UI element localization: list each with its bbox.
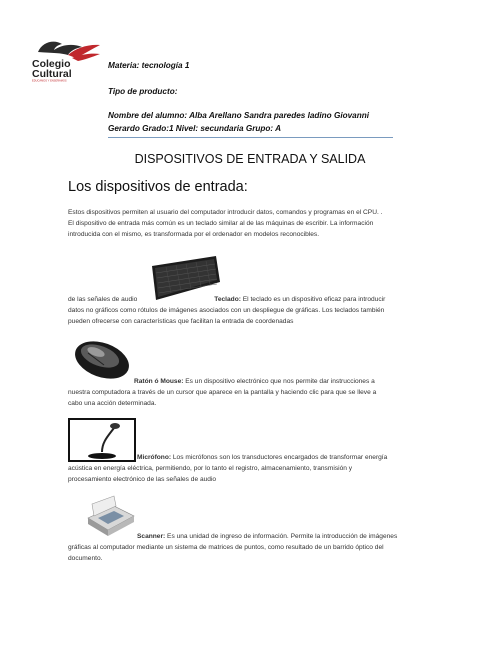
scanner-term: Scanner: bbox=[137, 533, 166, 540]
keyboard-term: Teclado: bbox=[214, 296, 241, 303]
keyboard-paragraph bbox=[68, 294, 448, 327]
keyboard-lead-text: de las señales de audio bbox=[68, 296, 138, 303]
keyboard-first-line: El teclado es un dispositivo eficaz para introducir bbox=[240, 296, 386, 303]
mouse-paragraph bbox=[68, 376, 448, 409]
scanner-first-line: Es una unidad de ingreso de información. Permite la introducción de imágenes bbox=[165, 533, 398, 540]
mic-line: acústica en energía eléctrica, permitiendo, por lo tanto el registro, almacenamiento, transmisión y bbox=[68, 465, 353, 472]
school-logo bbox=[28, 36, 106, 82]
mic-first-line: Los micrófonos son los transductores encargados de transformar energía bbox=[171, 454, 388, 461]
mouse-first-line: Es un dispositivo electrónico que nos permite dar instrucciones a bbox=[183, 378, 375, 385]
scanner-line: gráficas al computador mediante un sistema de matrices de puntos, como resultado de un barrido óptico del bbox=[68, 544, 384, 551]
section-heading: Los dispositivos de entrada: bbox=[68, 179, 248, 195]
intro-line: El dispositivo de entrada más común es un teclado similar al de las máquinas de escribir. La información bbox=[68, 220, 374, 227]
microphone-paragraph bbox=[68, 452, 448, 485]
mouse-line: cabo una acción determinada. bbox=[68, 400, 157, 407]
intro-line: introducida con el mismo, es transformada por el ordenador en modelos reconocibles. bbox=[68, 231, 320, 238]
subject-line: Materia: tecnología 1 bbox=[108, 61, 190, 70]
scanner-line: documento. bbox=[68, 555, 103, 562]
keyboard-line: pueden ofrecerse con características que facilitan la entrada de coordenadas bbox=[68, 318, 294, 325]
keyboard-line: datos no gráficos como rótulos de imágenes asociados con un despliegue de gráficas. Los teclados también bbox=[68, 307, 385, 314]
logo-tagline: EDUCAMOS Y ENSEÑAMOS bbox=[32, 79, 67, 82]
student-names-line: Nombre del alumno: Alba Arellano Sandra paredes ladino Giovanni bbox=[108, 111, 369, 120]
scanner-paragraph bbox=[68, 531, 448, 564]
header-rule bbox=[108, 137, 393, 138]
page-title: DISPOSITIVOS DE ENTRADA Y SALIDA bbox=[134, 152, 366, 166]
logo-text-1: Colegio bbox=[32, 58, 71, 70]
product-type-line: Tipo de producto: bbox=[108, 87, 178, 96]
mic-term: Micrófono: bbox=[137, 454, 172, 461]
intro-paragraph bbox=[68, 207, 382, 240]
logo-text-2: Cultural bbox=[32, 68, 72, 80]
intro-line: Estos dispositivos permiten al usuario del computador introducir datos, comandos y programas en el CPU. . bbox=[68, 209, 383, 216]
mouse-line: nuestra computadora a través de un cursor que aparece en la pantalla y haciendo clic para que se lleve a bbox=[68, 389, 377, 396]
grade-line: Gerardo Grado:1 Nivel: secundaria Grupo: A bbox=[108, 124, 282, 133]
mouse-term: Ratón ó Mouse: bbox=[134, 378, 184, 385]
mic-line: procesamiento electrónico de las señales de audio bbox=[68, 476, 217, 483]
